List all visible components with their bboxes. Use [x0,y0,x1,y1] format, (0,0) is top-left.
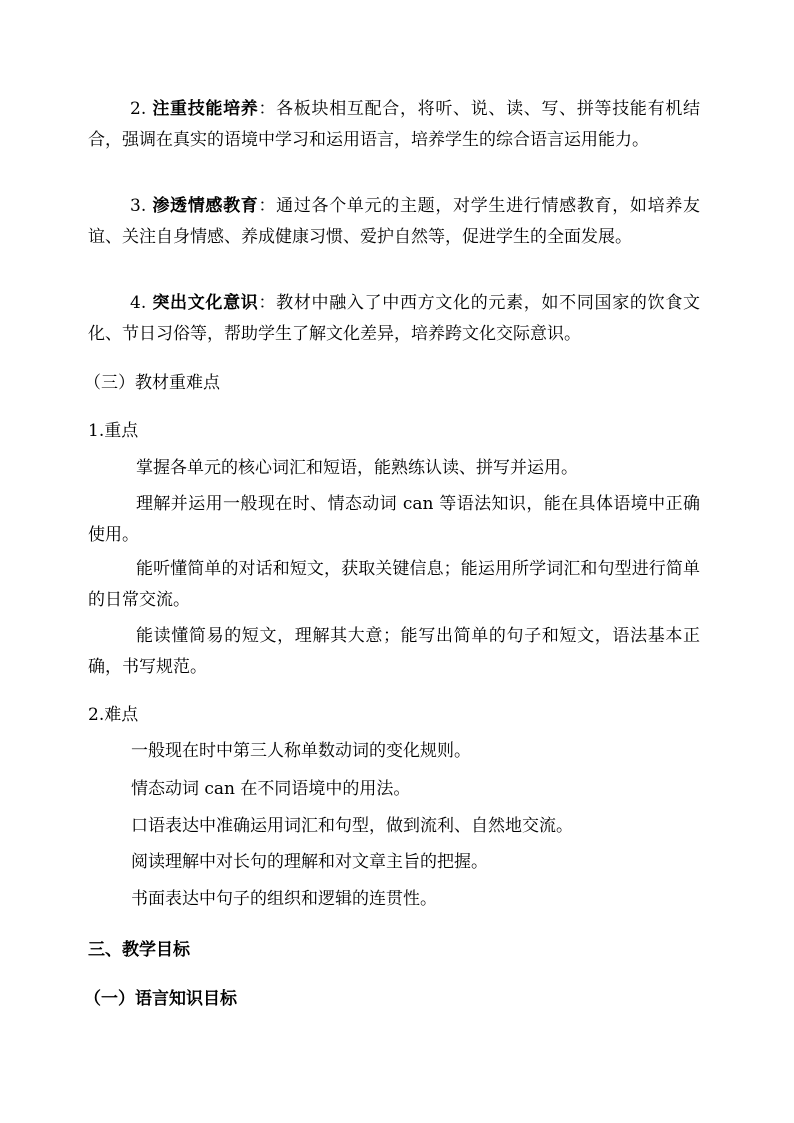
feature-number: 2. [130,99,147,119]
feature-text: ：教材中融入了中西方文化的元素，如不同国家的饮食文化、节日习俗等，帮助学生了解文化差异，培养跨文化交际意识。 [88,293,701,344]
difficult-points-heading: 2.难点 [88,705,139,725]
feature-lead: 突出文化意识 [152,293,259,313]
feature-paragraph-2 [88,94,700,156]
section-heading-difficulties: （三）教材重难点 [84,373,220,393]
feature-lead: 渗透情感教育 [152,196,259,216]
feature-lead: 注重技能培养 [152,99,259,119]
key-point-item: 理解并运用一般现在时、情态动词 can 等语法知识，能在具体语境中正确使用。 [88,494,700,545]
feature-text: ：各板块相互配合，将听、说、读、写、拼等技能有机结合，强调在真实的语境中学习和运用语言，培养学生的综合语言运用能力。 [88,99,701,150]
key-point-item: 能读懂简易的短文，理解其大意；能写出简单的句子和短文，语法基本正确，书写规范。 [88,626,700,677]
subsection-heading-language: （一）语言知识目标 [84,989,237,1009]
feature-paragraph-4 [88,288,700,350]
key-point-item: 掌握各单元的核心词汇和短语，能熟练认读、拼写并运用。 [136,458,578,478]
difficult-point-item: 书面表达中句子的组织和逻辑的连贯性。 [131,889,437,909]
difficult-point-item: 一般现在时中第三人称单数动词的变化规则。 [131,741,471,761]
section-heading-objectives: 三、教学目标 [88,940,190,960]
feature-paragraph-3 [88,191,700,253]
difficult-point-item: 口语表达中准确运用词汇和句型，做到流利、自然地交流。 [131,816,573,836]
key-points-heading: 1.重点 [88,421,139,441]
difficult-point-item: 情态动词 can 在不同语境中的用法。 [131,779,411,799]
feature-number: 3. [130,196,147,216]
feature-text: ：通过各个单元的主题，对学生进行情感教育，如培养友谊、关注自身情感、养成健康习惯、爱护自然等，促进学生的全面发展。 [88,196,701,247]
difficult-point-item: 阅读理解中对长句的理解和对文章主旨的把握。 [131,852,488,872]
feature-number: 4. [130,293,147,313]
key-point-item: 能听懂简单的对话和短文，获取关键信息；能运用所学词汇和句型进行简单的日常交流。 [88,559,700,610]
